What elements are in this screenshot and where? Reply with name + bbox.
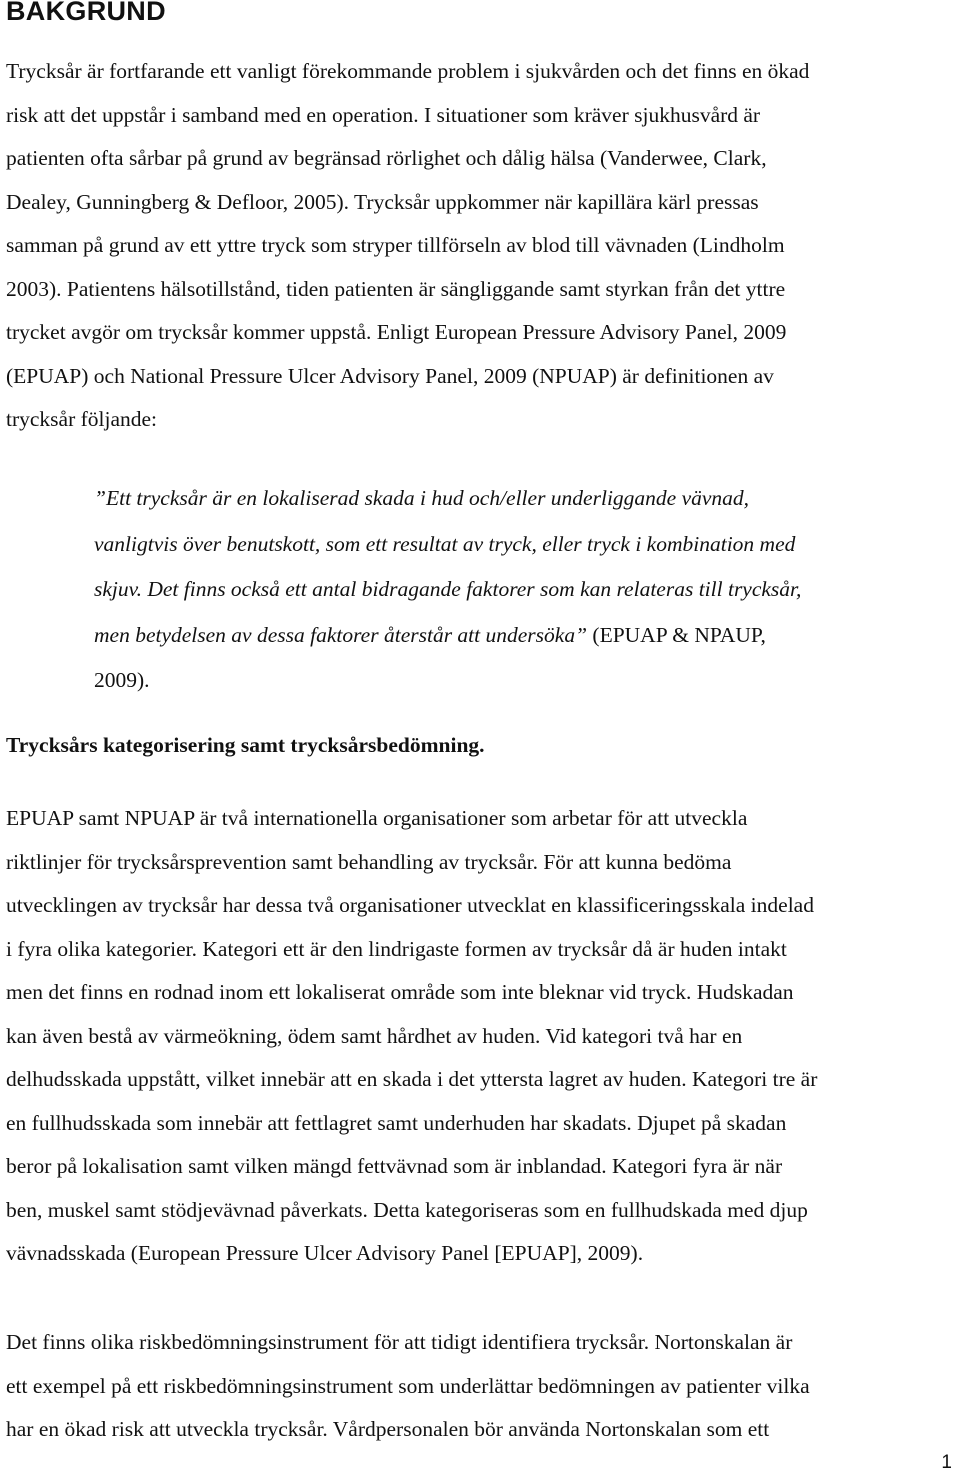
text-line: trycket avgör om trycksår kommer uppstå. Enligt European Pressure Advisory Panel, 2009 xyxy=(6,320,787,344)
text-line: delhudsskada uppstått, vilket innebär att en skada i det yttersta lagret av huden. Kategori tre är xyxy=(6,1067,818,1091)
quote-line xyxy=(94,613,954,659)
quote-line: 2009). xyxy=(94,668,150,692)
quote-line xyxy=(94,476,954,522)
quote-text: vanligtvis över benutskott, som ett resultat av tryck, eller tryck i kombination med xyxy=(94,531,796,556)
text-line: ett exempel på ett riskbedömningsinstrument som underlättar bedömningen av patienter vilka xyxy=(6,1373,810,1398)
section-heading: BAKGRUND xyxy=(6,0,166,26)
text-line: har en ökad risk att utveckla trycksår. Vårdpersonalen bör använda Nortonskalan som ett xyxy=(6,1417,770,1441)
subsection-heading: Trycksårs kategorisering samt trycksårsbedömning. xyxy=(6,733,485,757)
text-line: patienten ofta sårbar på grund av begränsad rörlighet och dålig hälsa (Vanderwee, Clark, xyxy=(6,146,767,170)
quote-text: skjuv. Det finns också ett antal bidragande faktorer som kan relateras till trycksår, xyxy=(94,577,802,601)
category-paragraph xyxy=(6,797,956,1276)
text-line: en fullhudsskada som innebär att fettlagret samt underhuden har skadats. Djupet på skadan xyxy=(6,1110,787,1135)
text-line: risk att det uppstår i samband med en operation. I situationer som kräver sjukhusvård är xyxy=(6,102,761,127)
quote-text: men betydelsen av dessa faktorer återstår att undersöka” xyxy=(94,622,588,647)
quote-line xyxy=(94,522,954,568)
text-line: utvecklingen av trycksår har dessa två organisationer utvecklat en klassificeringsskala indelad xyxy=(6,893,814,917)
page-number: 1 xyxy=(941,1452,952,1473)
risk-paragraph xyxy=(6,1321,956,1452)
text-line: kan även bestå av värmeökning, ödem samt hårdhet av huden. Vid kategori två har en xyxy=(6,1023,743,1048)
text-line: ben, muskel samt stödjevävnad påverkats. Detta kategoriseras som en fullhudskada med djup xyxy=(6,1197,808,1222)
text-line: 2003). Patientens hälsotillstånd, tiden patienten är sängliggande samt styrkan från det yttre xyxy=(6,276,786,301)
quote-text: ”Ett trycksår är en lokaliserad skada i hud och/eller underliggande vävnad, xyxy=(94,486,750,510)
text-line: vävnadsskada (European Pressure Ulcer Advisory Panel [EPUAP], 2009). xyxy=(6,1241,644,1265)
definition-quote xyxy=(94,476,954,704)
text-line: men det finns en rodnad inom ett lokaliserat område som inte bleknar vid tryck. Hudskadan xyxy=(6,980,794,1004)
text-line: EPUAP samt NPUAP är två internationella organisationer som arbetar för att utveckla xyxy=(6,806,748,830)
quote-line xyxy=(94,567,954,613)
citation-text: (EPUAP & NPAUP, xyxy=(587,622,766,647)
text-line: (EPUAP) och National Pressure Ulcer Advisory Panel, 2009 (NPUAP) är definitionen av xyxy=(6,363,774,388)
intro-paragraph xyxy=(6,50,956,442)
text-line: trycksår följande: xyxy=(6,407,158,431)
text-line: Trycksår är fortfarande ett vanligt förekommande problem i sjukvården och det finns en ökad xyxy=(6,59,810,83)
text-line: riktlinjer för trycksårsprevention samt behandling av trycksår. För att kunna bedöma xyxy=(6,849,732,874)
text-line: samman på grund av ett yttre tryck som stryper tillförseln av blod till vävnaden (Lindholm xyxy=(6,233,785,257)
text-line: Det finns olika riskbedömningsinstrument för att tidigt identifiera trycksår. Nortonskalan är xyxy=(6,1330,793,1354)
text-line: Dealey, Gunningberg & Defloor, 2005). Trycksår uppkommer när kapillära kärl pressas xyxy=(6,189,759,214)
text-line: beror på lokalisation samt vilken mängd fettvävnad som är inblandad. Kategori fyra är när xyxy=(6,1154,783,1178)
text-line: i fyra olika kategorier. Kategori ett är den lindrigaste formen av trycksår då är huden intakt xyxy=(6,936,787,961)
